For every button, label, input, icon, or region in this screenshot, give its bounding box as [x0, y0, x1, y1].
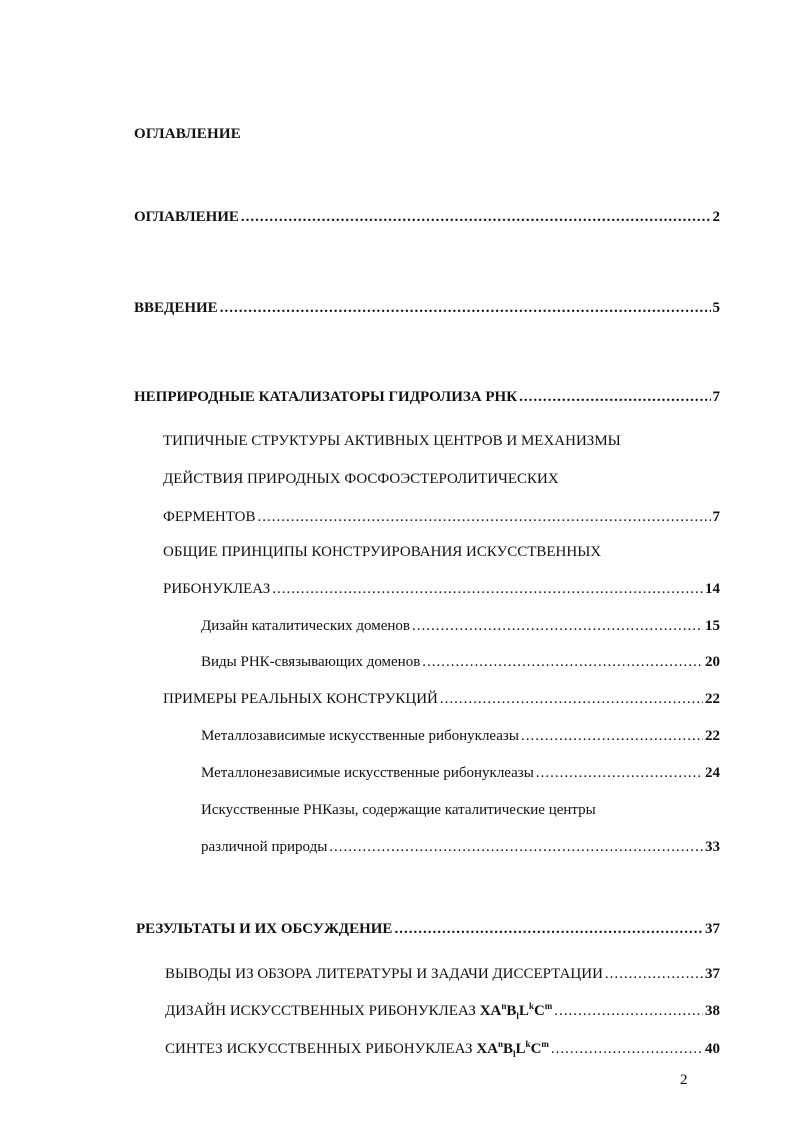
- toc-page-number: 2: [712, 209, 720, 225]
- toc-entry-section-1-2-2[interactable]: [201, 652, 720, 672]
- toc-entry-section-1-3-3[interactable]: [201, 837, 720, 857]
- dot-leader: [258, 507, 711, 527]
- dot-leader: [536, 763, 703, 783]
- toc-page-number: 7: [712, 509, 720, 525]
- toc-entry-title: РИБОНУКЛЕАЗ: [163, 581, 271, 597]
- toc-page-number: 33: [705, 839, 720, 855]
- toc-entry-title: [165, 1039, 549, 1059]
- dot-leader: [554, 1001, 703, 1021]
- dot-leader: [519, 387, 710, 407]
- dot-leader: [440, 689, 703, 709]
- dot-leader: [220, 298, 711, 318]
- toc-entry-title: ПРИМЕРЫ РЕАЛЬНЫХ КОНСТРУКЦИЙ: [163, 691, 438, 707]
- formula: [476, 1041, 549, 1057]
- toc-entry-title: НЕПРИРОДНЫЕ КАТАЛИЗАТОРЫ ГИДРОЛИЗА РНК: [134, 389, 518, 405]
- toc-entry-prefix: ДИЗАЙН ИСКУССТВЕННЫХ РИБОНУКЛЕАЗ: [165, 1003, 480, 1019]
- toc-entry-chapter-2[interactable]: [136, 919, 720, 939]
- formula-part: C: [530, 1041, 542, 1057]
- toc-entry-prefix: СИНТЕЗ ИСКУССТВЕННЫХ РИБОНУКЛЕАЗ: [165, 1041, 477, 1057]
- toc-page-number: 22: [705, 691, 720, 707]
- page-title: ОГЛАВЛЕНИЕ: [134, 126, 241, 142]
- toc-page-number: 20: [705, 654, 720, 670]
- toc-entry-title: Металлонезависимые искусственные рибонуклеазы: [201, 765, 534, 781]
- formula: [480, 1003, 553, 1019]
- toc-page-number: 37: [705, 966, 720, 982]
- page-number: 2: [680, 1072, 688, 1088]
- toc-page-number: 22: [705, 728, 720, 744]
- dot-leader: [241, 207, 711, 227]
- formula-part: B: [506, 1003, 517, 1019]
- toc-entry-section-1-3-2[interactable]: [201, 763, 720, 783]
- toc-entry-line: ОБЩИЕ ПРИНЦИПЫ КОНСТРУИРОВАНИЯ ИСКУССТВЕННЫХ: [163, 544, 602, 560]
- dot-leader: [521, 726, 703, 746]
- dot-leader: [551, 1039, 703, 1059]
- dot-leader: [412, 616, 703, 636]
- formula-sup: n: [497, 1039, 503, 1049]
- toc-page-number: 7: [712, 389, 720, 405]
- formula-sup: m: [544, 1001, 553, 1011]
- toc-entry-line: Искусственные РНКазы, содержащие каталитические центры: [201, 802, 596, 818]
- toc-entry-section-2-3[interactable]: [165, 1039, 720, 1059]
- toc-entry-title: ОГЛАВЛЕНИЕ: [134, 209, 239, 225]
- toc-entry-line: ДЕЙСТВИЯ ПРИРОДНЫХ ФОСФОЭСТЕРОЛИТИЧЕСКИХ: [163, 471, 559, 487]
- toc-entry-section-1-3[interactable]: [163, 689, 720, 709]
- toc-page-number: 38: [705, 1003, 720, 1019]
- toc-page-number: 5: [712, 300, 720, 316]
- toc-entry-title: [165, 1001, 552, 1021]
- dot-leader: [329, 837, 703, 857]
- dot-leader: [272, 579, 703, 599]
- formula-sub: l: [513, 1049, 516, 1059]
- toc-entry-chapter-1[interactable]: [134, 387, 720, 407]
- formula-sup: k: [525, 1039, 531, 1049]
- toc-entry-section-2-1[interactable]: [165, 964, 720, 984]
- formula-part: XA: [476, 1041, 498, 1057]
- toc-entry-introduction[interactable]: [134, 298, 720, 318]
- toc-page-number: 37: [705, 921, 720, 937]
- dot-leader: [605, 964, 703, 984]
- formula-part: XA: [479, 1003, 502, 1019]
- toc-entry-title: различной природы: [201, 839, 328, 855]
- toc-entry-section-2-2[interactable]: [165, 1001, 720, 1021]
- toc-entry-section-1-2-1[interactable]: [201, 616, 720, 636]
- toc-page-number: 40: [705, 1041, 720, 1057]
- formula-part: L: [518, 1003, 529, 1019]
- toc-entry-section-1-3-1[interactable]: [201, 726, 720, 746]
- toc-entry-title: Виды РНК-связывающих доменов: [201, 654, 421, 670]
- formula-part: C: [533, 1003, 545, 1019]
- toc-entry-title: РЕЗУЛЬТАТЫ И ИХ ОБСУЖДЕНИЕ: [136, 921, 393, 937]
- toc-entry-section-1-1[interactable]: [163, 507, 720, 527]
- toc-entry-title: ВВЕДЕНИЕ: [134, 300, 218, 316]
- toc-entry-line: ТИПИЧНЫЕ СТРУКТУРЫ АКТИВНЫХ ЦЕНТРОВ И МЕХАНИЗМЫ: [163, 433, 621, 449]
- toc-entry-title: Металлозависимые искусственные рибонуклеазы: [201, 728, 519, 744]
- dot-leader: [422, 652, 703, 672]
- toc-page-number: 15: [705, 618, 720, 634]
- formula-sup: n: [501, 1001, 507, 1011]
- dot-leader: [394, 919, 703, 939]
- formula-sub: l: [516, 1011, 519, 1021]
- toc-entry-title: Дизайн каталитических доменов: [201, 618, 411, 634]
- toc-entry-title: ФЕРМЕНТОВ: [163, 509, 256, 525]
- toc-entry-title: ВЫВОДЫ ИЗ ОБЗОРА ЛИТЕРАТУРЫ И ЗАДАЧИ ДИССЕРТАЦИИ: [165, 966, 603, 982]
- toc-page-number: 24: [705, 765, 720, 781]
- toc-page-number: 14: [705, 581, 720, 597]
- formula-sup: k: [528, 1001, 534, 1011]
- formula-part: B: [503, 1041, 514, 1057]
- formula-sup: m: [541, 1039, 549, 1049]
- formula-part: L: [515, 1041, 526, 1057]
- toc-entry-section-1-2[interactable]: [163, 579, 720, 599]
- toc-entry-contents[interactable]: [134, 207, 720, 227]
